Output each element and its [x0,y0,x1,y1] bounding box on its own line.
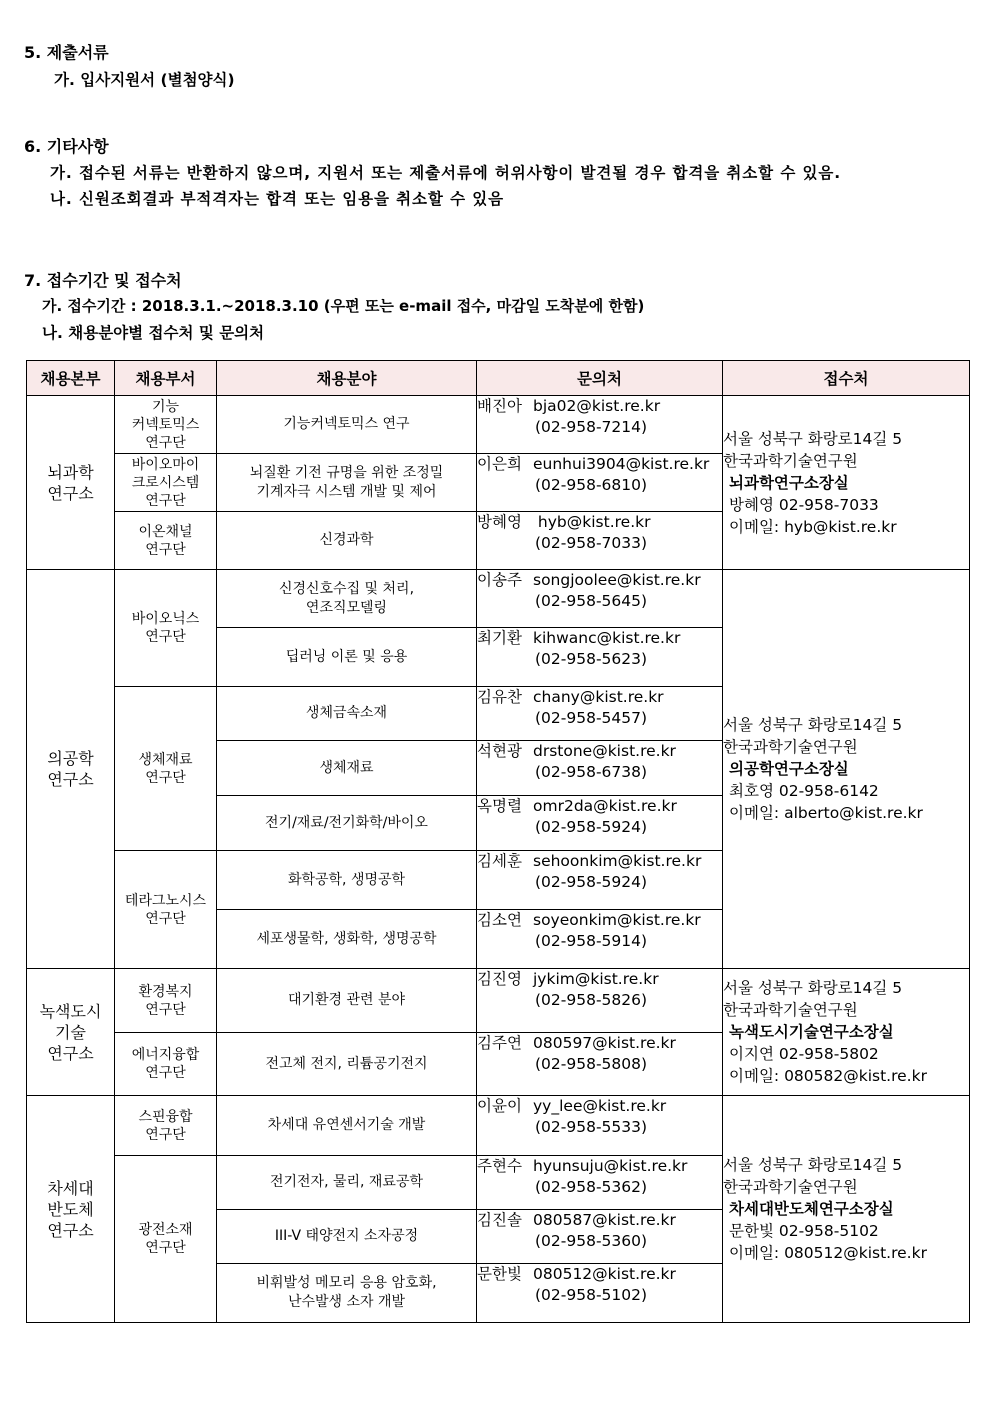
dept-cell: 생체재료 연구단 [115,687,217,851]
header-hq: 채용본부 [27,361,115,396]
contact-email[interactable]: jykim@kist.re.kr [533,970,659,988]
section-6-title: 6. 기타사항 [24,137,109,156]
contact-cell: 이송주 songjoolee@kist.re.kr (02-958-5645) [477,570,723,628]
contact-cell: 김주연 080597@kist.re.kr (02-958-5808) [477,1033,723,1096]
section-7-item: 가. 접수기간 : 2018.3.1.~2018.3.10 (우편 또는 e-mail 접수, 마감일 도착분에 한함) [42,297,645,315]
table-header-row [27,361,970,396]
contact-email[interactable]: chany@kist.re.kr [533,688,664,706]
contact-cell: 김진영 jykim@kist.re.kr (02-958-5826) [477,969,723,1033]
table-row [27,570,970,628]
contact-cell: 이은희 eunhui3904@kist.re.kr (02-958-6810) [477,454,723,512]
contact-cell: 김유찬 chany@kist.re.kr (02-958-5457) [477,687,723,741]
contact-email[interactable]: eunhui3904@kist.re.kr [533,455,710,473]
contact-email[interactable]: soyeonkim@kist.re.kr [533,911,701,929]
dept-cell: 에너지융합 연구단 [115,1033,217,1096]
dept-cell: 테라그노시스 연구단 [115,851,217,969]
field-cell: 비휘발성 메모리 응용 암호화, 난수발생 소자 개발 [217,1264,477,1323]
field-cell: 전기전자, 물리, 재료공학 [217,1156,477,1210]
field-cell: 전기/재료/전기화학/바이오 [217,796,477,851]
reception-email[interactable]: 이메일: 080512@kist.re.kr [729,1244,927,1262]
header-field: 채용분야 [217,361,477,396]
section-6-item: 가. 접수된 서류는 반환하지 않으며, 지원서 또는 제출서류에 허위사항이 발견될 경우 합격을 취소할 수 있음. [50,164,842,182]
reception-email[interactable]: 이메일: 080582@kist.re.kr [729,1067,927,1085]
contact-cell: 방혜영 hyb@kist.re.kr (02-958-7033) [477,512,723,570]
reception-email[interactable]: 이메일: alberto@kist.re.kr [729,804,923,822]
contact-email[interactable]: yy_lee@kist.re.kr [533,1097,667,1115]
reception-cell: 서울 성북구 화랑로14길 5 한국과학기술연구원 차세대반도체연구소장실 문한빛 02-958-5102 이메일: 080512@kist.re.kr [723,1096,970,1323]
field-cell: 신경과학 [217,512,477,570]
field-cell: 차세대 유연센서기술 개발 [217,1096,477,1156]
field-cell: 화학공학, 생명공학 [217,851,477,910]
contact-email[interactable]: songjoolee@kist.re.kr [533,571,701,589]
contact-cell: 이윤이 yy_lee@kist.re.kr (02-958-5533) [477,1096,723,1156]
field-cell: III-V 태양전지 소자공정 [217,1210,477,1264]
dept-cell: 이온채널 연구단 [115,512,217,570]
field-cell: 딥러닝 이론 및 응용 [217,628,477,687]
contact-email[interactable]: bja02@kist.re.kr [533,397,661,415]
header-contact: 문의처 [477,361,723,396]
contact-email[interactable]: sehoonkim@kist.re.kr [533,852,702,870]
dept-cell: 환경복지 연구단 [115,969,217,1033]
contact-cell: 김소연 soyeonkim@kist.re.kr (02-958-5914) [477,910,723,969]
header-dept: 채용부서 [115,361,217,396]
table-row [27,1096,970,1156]
org-cell: 뇌과학 연구소 [27,396,115,570]
reception-cell: 서울 성북구 화랑로14길 5 한국과학기술연구원 뇌과학연구소장실 방혜영 02-958-7033 이메일: hyb@kist.re.kr [723,396,970,570]
section-5-title: 5. 제출서류 [24,43,109,62]
contact-email[interactable]: hyb@kist.re.kr [533,513,651,531]
contact-cell: 석현광 drstone@kist.re.kr (02-958-6738) [477,741,723,796]
section-5-item: 가. 입사지원서 (별첨양식) [54,71,235,89]
section-7-title: 7. 접수기간 및 접수처 [24,271,182,290]
contact-cell: 최기환 kihwanc@kist.re.kr (02-958-5623) [477,628,723,687]
contact-cell: 문한빛 080512@kist.re.kr (02-958-5102) [477,1264,723,1323]
field-cell: 기능커넥토믹스 연구 [217,396,477,454]
contact-cell: 김진솔 080587@kist.re.kr (02-958-5360) [477,1210,723,1264]
reception-cell: 서울 성북구 화랑로14길 5 한국과학기술연구원 의공학연구소장실 최호영 02-958-6142 이메일: alberto@kist.re.kr [723,570,970,969]
contact-email[interactable]: kihwanc@kist.re.kr [533,629,681,647]
contact-email[interactable]: 080587@kist.re.kr [533,1211,676,1229]
contact-cell: 주현수 hyunsuju@kist.re.kr (02-958-5362) [477,1156,723,1210]
dept-cell: 스핀융합 연구단 [115,1096,217,1156]
field-cell: 생체금속소재 [217,687,477,741]
reception-email[interactable]: 이메일: hyb@kist.re.kr [729,517,897,536]
contact-cell: 옥명렬 omr2da@kist.re.kr (02-958-5924) [477,796,723,851]
section-7-item: 나. 채용분야별 접수처 및 문의처 [42,324,265,342]
contact-email[interactable]: 080512@kist.re.kr [533,1265,676,1283]
contact-email[interactable]: drstone@kist.re.kr [533,742,676,760]
field-cell: 전고체 전지, 리튬공기전지 [217,1033,477,1096]
org-cell: 의공학 연구소 [27,570,115,969]
dept-cell: 바이오마이 크로시스템 연구단 [115,454,217,512]
table-row [27,969,970,1033]
org-cell: 녹색도시 기술 연구소 [27,969,115,1096]
field-cell: 대기환경 관련 분야 [217,969,477,1033]
contact-email[interactable]: 080597@kist.re.kr [533,1034,676,1052]
recruitment-table [26,360,970,1323]
dept-cell: 기능 커넥토믹스 연구단 [115,396,217,454]
dept-cell: 바이오닉스 연구단 [115,570,217,687]
table-row [27,396,970,454]
header-reception: 접수처 [723,361,970,396]
field-cell: 생체재료 [217,741,477,796]
field-cell: 신경신호수집 및 처리, 연조직모델링 [217,570,477,628]
contact-email[interactable]: omr2da@kist.re.kr [533,797,677,815]
dept-cell: 광전소재 연구단 [115,1156,217,1323]
reception-cell: 서울 성북구 화랑로14길 5 한국과학기술연구원 녹색도시기술연구소장실 이지연 02-958-5802 이메일: 080582@kist.re.kr [723,969,970,1096]
field-cell: 세포생물학, 생화학, 생명공학 [217,910,477,969]
field-cell: 뇌질환 기전 규명을 위한 조정밀 기계자극 시스템 개발 및 제어 [217,454,477,512]
org-cell: 차세대 반도체 연구소 [27,1096,115,1323]
contact-cell: 김세훈 sehoonkim@kist.re.kr (02-958-5924) [477,851,723,910]
contact-cell: 배진아 bja02@kist.re.kr (02-958-7214) [477,396,723,454]
contact-email[interactable]: hyunsuju@kist.re.kr [533,1157,688,1175]
section-6-item: 나. 신원조회결과 부적격자는 합격 또는 임용을 취소할 수 있음 [50,190,504,208]
